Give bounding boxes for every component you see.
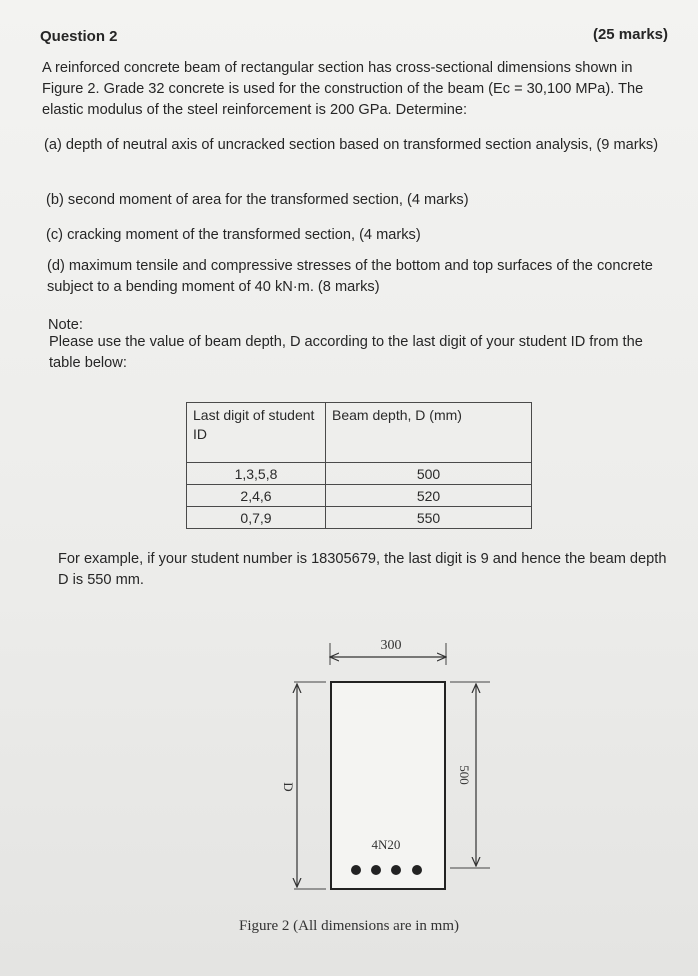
table-row [187,485,532,507]
part-d: (d) maximum tensile and compressive stresses of the bottom and top surfaces of the concrete subject to a bending moment of 40 kN·m. (8 marks) [47,258,653,295]
note-label: Note: [48,317,83,333]
part-b: (b) second moment of area for the transformed section, (4 marks) [46,192,469,208]
question-title: Question 2 [40,28,118,45]
question-intro: A reinforced concrete beam of rectangular section has cross-sectional dimensions shown in Figure 2. Grade 32 concrete is used for the construction of the beam (Ec = 30,100 MPa). The elastic modulus of the steel reinforcement is 200 GPa. Determine: [42,60,644,118]
cell-digits: 2,4,6 [187,485,326,507]
bars-label: 4N20 [371,837,401,852]
rebar-dot [371,865,381,875]
cell-digits: 0,7,9 [187,507,326,529]
table-row [187,463,532,485]
rebar-dot [351,865,361,875]
question-marks: (25 marks) [592,26,668,43]
example-text: For example, if your student number is 18305679, the last digit is 9 and hence the beam depth D is 550 mm. [58,551,667,588]
cell-depth: 500 [326,463,532,485]
note-text: Please use the value of beam depth, D according to the last digit of your student ID from the table below: [49,334,643,371]
side-label: 500 [457,765,472,785]
beam-depth-table [186,402,532,529]
rebar-dot [391,865,401,875]
cell-depth: 550 [326,507,532,529]
header-last-digit: Last digit of student ID [187,403,326,463]
header-beam-depth: Beam depth, D (mm) [326,403,532,463]
rebar-dot [412,865,422,875]
figure-caption: Figure 2 (All dimensions are in mm) [239,918,459,934]
table-header-row [187,403,532,463]
cell-digits: 1,3,5,8 [187,463,326,485]
part-a: (a) depth of neutral axis of uncracked section based on transformed section analysis, (9 marks) [44,137,659,153]
beam-section-figure [250,625,490,905]
table-row [187,507,532,529]
part-c: (c) cracking moment of the transformed section, (4 marks) [46,227,421,243]
d-label: D [281,782,296,792]
cell-depth: 520 [326,485,532,507]
question-header [40,26,668,50]
beam-section-rect [331,682,445,889]
width-label: 300 [380,638,402,653]
